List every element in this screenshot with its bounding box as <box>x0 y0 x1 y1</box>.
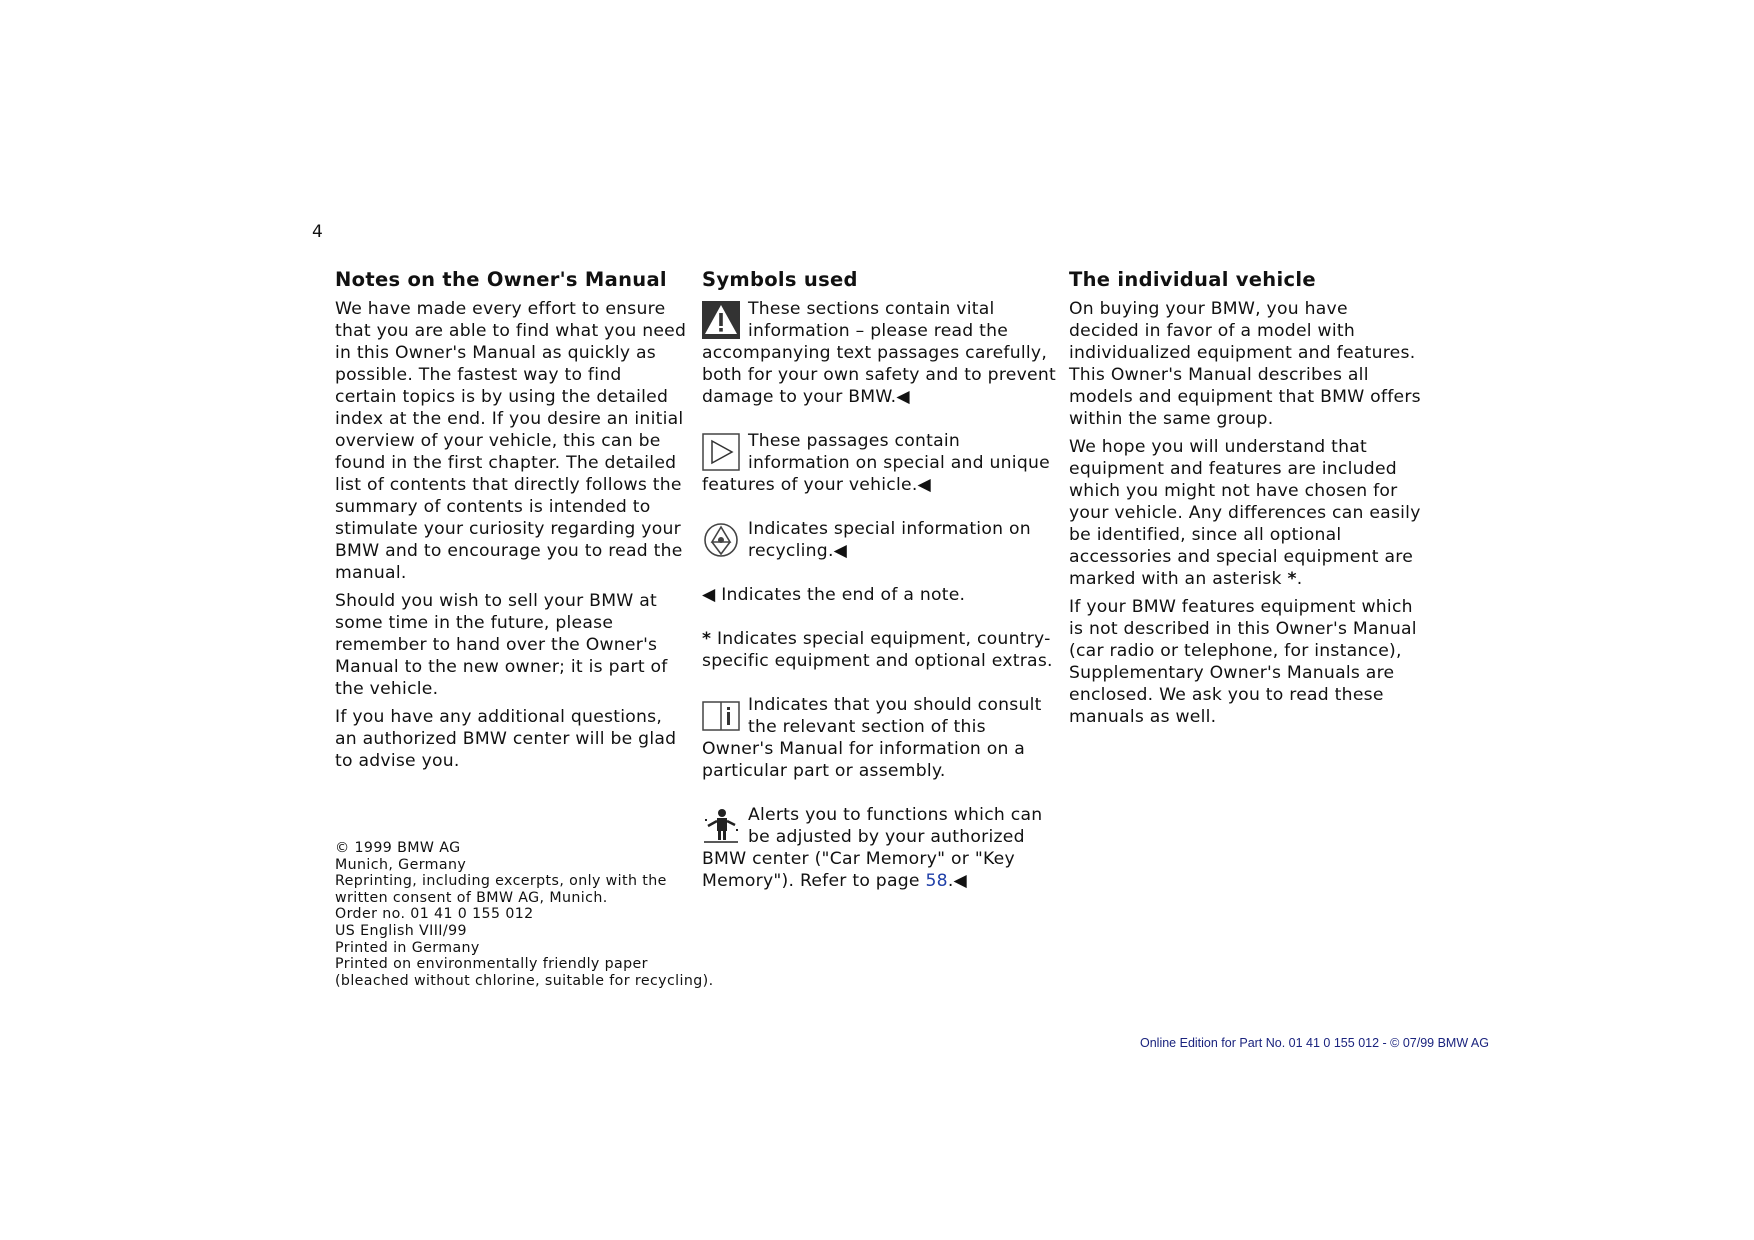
paragraph: If you have any additional questions, an authorized BMW center will be glad to advise you. <box>335 707 677 771</box>
end-of-note-mark: ◀ <box>917 475 932 495</box>
imprint-line: Order no. 01 41 0 155 012 <box>335 906 534 923</box>
paragraph: If your BMW features equipment which is not described in this Owner's Manual (car radio or telephone, for instance), Supplementary Owner's Manuals are enclosed. We ask you to read these manuals as well. <box>1069 597 1417 727</box>
recycling-icon <box>702 521 740 559</box>
symbol-text: These sections contain vital information – please read the accompanying text passages carefully, both for your own safety and to prevent damage to your BMW. <box>702 299 1056 407</box>
symbol-end-note-entry <box>702 584 1058 606</box>
symbol-text: Indicates special equipment, country-specific equipment and optional extras. <box>702 629 1053 671</box>
column-owners-manual-notes <box>335 268 687 778</box>
end-of-note-mark: ◀ <box>953 871 968 891</box>
symbol-car-memory-entry: Alerts you to functions which can be adjusted by your authorized BMW center ("Car Memory" or "Key Memory"). Refer to page 58.◀ <box>702 805 1043 891</box>
symbol-text: Alerts you to functions which can be adjusted by your authorized BMW center ("Car Memory" or "Key Memory"). Refer to page <box>702 805 1043 891</box>
imprint-line: (bleached without chlorine, suitable for recycling). <box>335 972 714 989</box>
symbol-recycling-entry <box>702 518 1058 562</box>
imprint-line: written consent of BMW AG, Munich. <box>335 889 608 906</box>
imprint-line: US English VIII/99 <box>335 922 467 939</box>
imprint-line: Printed on environmentally friendly paper <box>335 956 648 973</box>
end-of-note-mark: ◀ <box>896 387 910 407</box>
paragraph: We have made every effort to ensure that you are able to find what you need in this Owner's Manual as quickly as possible. The fastest way to find certain topics is by using the detailed index at the end. If you desire an initial overview of your vehicle, this can be found in the first chapter. The detailed list of contents that directly follows the summary of contents is intended to stimulate your curiosity regarding your BMW and to encourage you to read the manual. <box>335 299 687 583</box>
end-of-note-mark: ◀ <box>702 585 716 605</box>
symbol-info-entry <box>702 430 1058 496</box>
imprint-block <box>335 840 713 989</box>
triangle-play-icon <box>702 433 740 471</box>
imprint-line: Reprinting, including excerpts, only with the <box>335 873 667 890</box>
imprint-line: Munich, Germany <box>335 856 467 873</box>
asterisk-mark: * <box>702 629 712 649</box>
paragraph: We hope you will understand that equipment and features are included which you might not have chosen for your vehicle. Any differences can easily be identified, since all optional accessories and special equipment are marked with an asterisk *. <box>1069 437 1421 589</box>
warning-triangle-icon <box>702 301 740 339</box>
column-individual-vehicle <box>1069 268 1423 734</box>
symbol-text: Indicates the end of a note. <box>721 585 966 605</box>
imprint-line: © 1999 BMW AG <box>335 840 461 856</box>
symbol-warning-entry <box>702 298 1058 408</box>
imprint-line: Printed in Germany <box>335 939 480 956</box>
column-symbols-used <box>702 268 1058 914</box>
paragraph-text: We hope you will understand that equipment and features are included which you might not have chosen for your vehicle. Any differences can easily be identified, since all optional accessories and special equipment are marked with an asterisk <box>1069 437 1421 589</box>
symbol-consult-entry <box>702 694 1058 782</box>
symbol-text: Indicates that you should consult the relevant section of this Owner's Manual for information on a particular part or assembly. <box>702 695 1042 781</box>
symbol-asterisk-entry <box>702 628 1058 672</box>
paragraph: On buying your BMW, you have decided in favor of a model with individualized equipment and features. This Owner's Manual describes all models and equipment that BMW offers within the same group. <box>1069 299 1421 429</box>
asterisk-mark: * <box>1287 569 1297 589</box>
paragraph: Should you wish to sell your BMW at some time in the future, please remember to hand over the Owner's Manual to the new owner; it is part of the vehicle. <box>335 591 668 699</box>
section-title: The individual vehicle <box>1069 268 1316 291</box>
symbol-text: Indicates special information on recycling. <box>748 519 1031 561</box>
section-title: Notes on the Owner's Manual <box>335 268 667 291</box>
section-title: Symbols used <box>702 268 858 291</box>
end-of-note-mark: ◀ <box>833 541 848 561</box>
online-edition-footer: Online Edition for Part No. 01 41 0 155 012 - © 07/99 BMW AG <box>1140 1036 1489 1050</box>
symbol-text: These passages contain information on special and unique features of your vehicle. <box>702 431 1050 495</box>
page-number: 4 <box>312 222 323 242</box>
page-reference-link[interactable]: 58 <box>925 871 948 891</box>
book-info-icon <box>702 697 740 735</box>
